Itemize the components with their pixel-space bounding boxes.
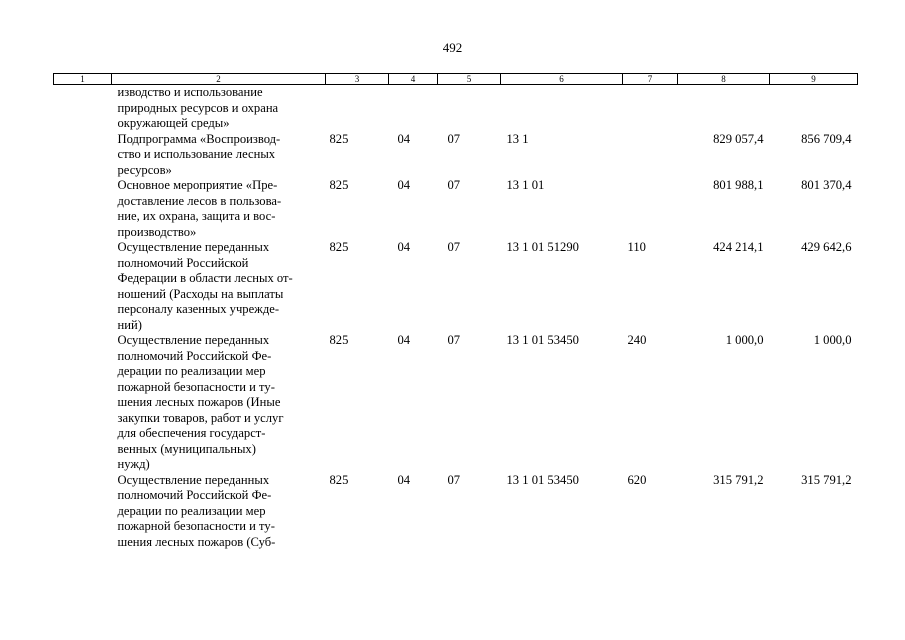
amount-year-2: 315 791,2 [801,472,852,487]
item-name-line: полномочий Российской Фе- [117,488,272,502]
row-number-cell [54,333,112,473]
expense-type-code [623,85,678,132]
row-number-cell [54,85,112,132]
column-number: 4 [389,74,438,85]
item-name-line: дерации по реализации мер [117,503,266,518]
item-name-cell [112,178,326,240]
item-name-line: Осуществление переданных [117,333,270,347]
item-name-line: Осуществление переданных [117,240,270,254]
section-code: 04 [397,131,411,146]
expense-type-code [623,132,678,179]
section-code: 04 [397,333,411,347]
item-name-cell [112,333,326,473]
item-name-line: Подпрограмма «Воспроизвод- [117,131,281,146]
ministry-code: 825 [329,472,349,487]
ministry-code [326,85,389,132]
item-name-line: ний) [117,317,142,332]
item-name-line: пожарной безопасности и ту- [117,519,275,533]
column-number: 6 [501,74,623,85]
subsection-code: 07 [447,178,461,192]
column-number: 1 [54,74,112,85]
ministry-code: 825 [329,240,349,254]
column-number-row [54,74,858,85]
budget-table [53,73,858,550]
page-number: 492 [442,40,463,55]
section-code: 04 [397,472,411,487]
item-name-line: венных (муниципальных) [117,441,256,456]
column-number: 9 [770,74,858,85]
item-name-line: производство» [117,224,197,239]
expense-type-code: 240 [627,333,647,347]
item-name-line: доставление лесов в пользова- [117,193,282,208]
amount-year-1: 801 988,1 [713,178,764,192]
target-article-code: 13 1 01 53450 [506,472,579,487]
column-number: 8 [678,74,770,85]
item-name-line: Федерации в области лесных от- [117,271,293,285]
item-name-line: нужд) [117,457,150,471]
amount-year-1: 424 214,1 [713,240,764,254]
section-code: 04 [397,178,411,192]
item-name-line: шения лесных пожаров (Суб- [117,534,276,549]
table-row [54,132,858,179]
item-name-line: для обеспечения государст- [117,426,266,440]
amount-year-2: 1 000,0 [813,333,852,347]
expense-type-code: 620 [627,472,647,487]
item-name-cell [112,240,326,333]
section-code [389,85,438,132]
expense-type-code [623,178,678,240]
target-article-code: 13 1 01 [506,178,545,192]
item-name-line: окружающей среды» [117,116,230,130]
subsection-code: 07 [447,240,461,254]
item-name-line: ство и использование лесных [117,147,276,161]
table-body [54,85,858,551]
item-name-line: пожарной безопасности и ту- [117,379,275,394]
ministry-code: 825 [329,178,349,192]
amount-year-1: 829 057,4 [713,131,764,146]
row-number-cell [54,473,112,551]
amount-year-1: 1 000,0 [725,333,764,347]
target-article-code [501,85,623,132]
column-number: 2 [112,74,326,85]
amount-year-1: 315 791,2 [713,472,764,487]
item-name-line: полномочий Российской [117,255,249,270]
item-name-cell [112,132,326,179]
subsection-code [438,85,501,132]
expense-type-code: 110 [627,240,646,254]
target-article-code: 13 1 01 51290 [506,240,579,254]
item-name-line: дерации по реализации мер [117,364,266,378]
row-number-cell [54,178,112,240]
table-row [54,240,858,333]
ministry-code: 825 [329,333,349,347]
amount-year-2: 856 709,4 [801,131,852,146]
target-article-code: 13 1 [506,131,529,146]
section-code: 04 [397,240,411,254]
column-number: 7 [623,74,678,85]
column-number: 5 [438,74,501,85]
amount-year-2 [770,85,858,132]
item-name-cell [112,85,326,132]
item-name-cell [112,473,326,551]
table-row [54,85,858,132]
row-number-cell [54,132,112,179]
item-name-line: ношений (Расходы на выплаты [117,286,284,301]
row-number-cell [54,240,112,333]
item-name-line: Основное мероприятие «Пре- [117,178,278,192]
subsection-code: 07 [447,333,461,347]
ministry-code: 825 [329,131,349,146]
item-name-line: изводство и использование [117,85,263,99]
subsection-code: 07 [447,472,461,487]
amount-year-2: 429 642,6 [801,240,852,254]
amount-year-2: 801 370,4 [801,178,852,192]
target-article-code: 13 1 01 53450 [506,333,579,347]
item-name-line: закупки товаров, работ и услуг [117,410,284,425]
item-name-line: ние, их охрана, защита и вос- [117,209,276,223]
item-name-line: персоналу казенных учрежде- [117,302,280,316]
item-name-line: полномочий Российской Фе- [117,348,272,363]
table-row [54,333,858,473]
amount-year-1 [678,85,770,132]
item-name-line: Осуществление переданных [117,472,270,487]
item-name-line: природных ресурсов и охрана [117,100,279,115]
column-number: 3 [326,74,389,85]
table-row [54,178,858,240]
item-name-line: ресурсов» [117,162,172,177]
table-row [54,473,858,551]
subsection-code: 07 [447,131,461,146]
item-name-line: шения лесных пожаров (Иные [117,395,281,409]
